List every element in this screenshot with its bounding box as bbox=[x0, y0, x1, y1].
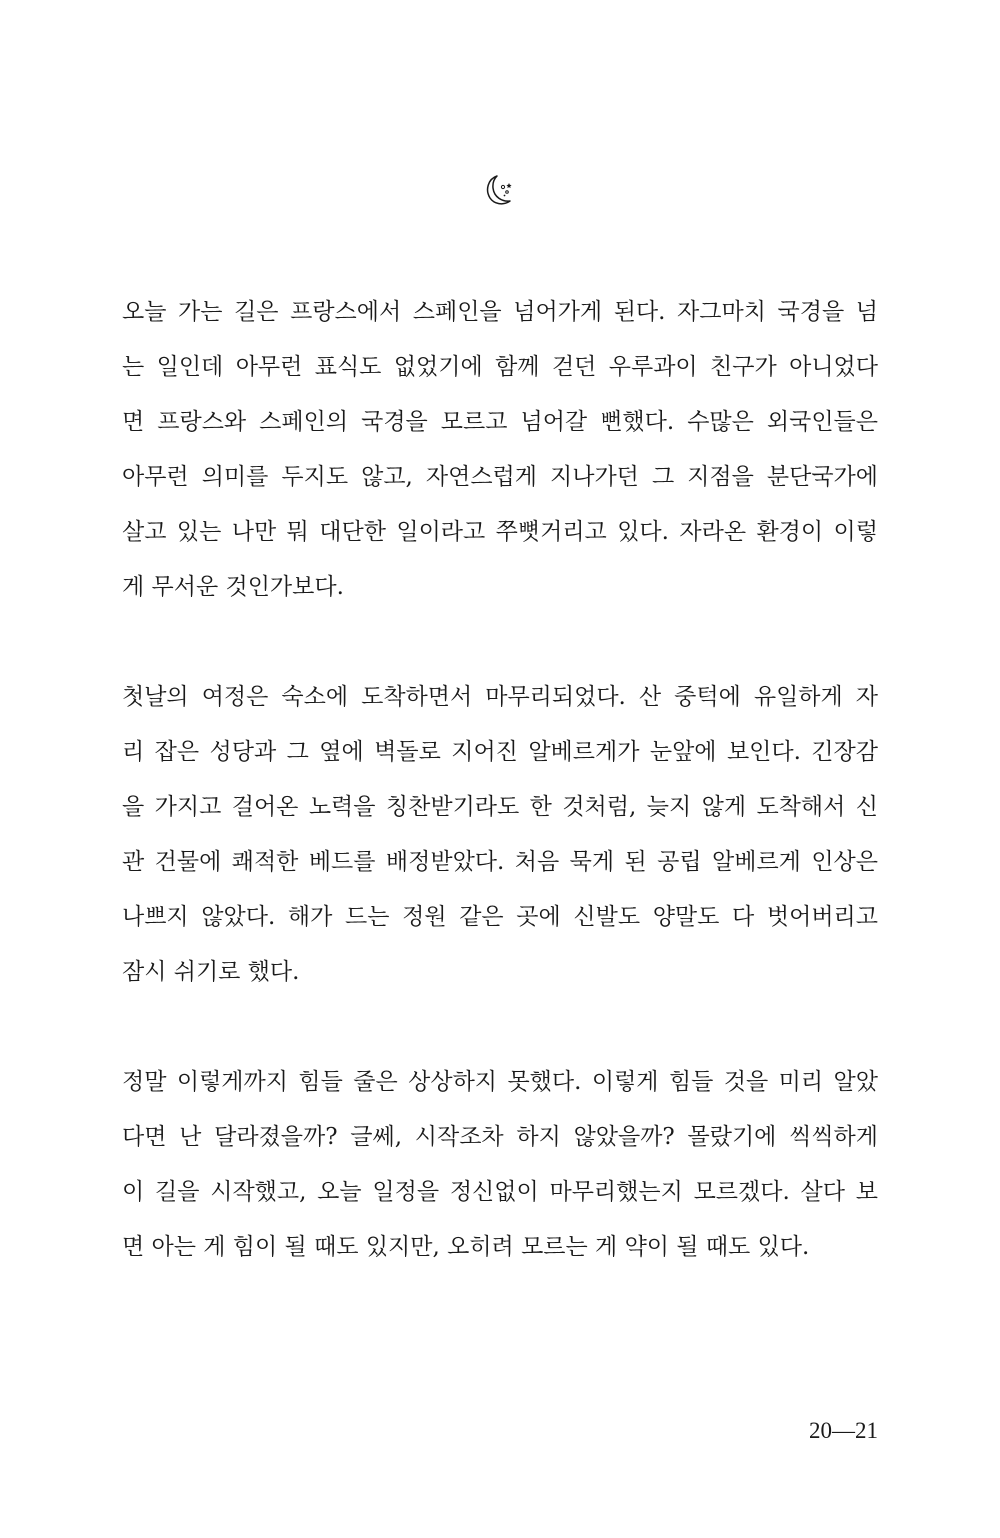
text-line: 면 아는 게 힘이 될 때도 있지만, 오히려 모르는 게 약이 될 때도 있다. bbox=[122, 1234, 810, 1260]
text-line: 리 잡은 성당과 그 옆에 벽돌로 지어진 알베르게가 눈앞에 보인다. 긴장감 bbox=[122, 739, 878, 765]
text-line: 나쁘지 않았다. 해가 드는 정원 같은 곳에 신발도 양말도 다 벗어버리고 bbox=[122, 904, 878, 930]
text-line: 첫날의 여정은 숙소에 도착하면서 마무리되었다. 산 중턱에 유일하게 자 bbox=[122, 684, 878, 710]
text-line: 잠시 쉬기로 했다. bbox=[122, 959, 300, 985]
paragraph-1 bbox=[122, 285, 878, 615]
text-line: 면 프랑스와 스페인의 국경을 모르고 넘어갈 뻔했다. 수많은 외국인들은 bbox=[122, 409, 878, 435]
text-line: 살고 있는 나만 뭐 대단한 일이라고 쭈뼛거리고 있다. 자라온 환경이 이렇 bbox=[122, 519, 878, 545]
text-line: 오늘 가는 길은 프랑스에서 스페인을 넘어가게 된다. 자그마치 국경을 넘 bbox=[122, 299, 878, 325]
text-line: 다면 난 달라졌을까? 글쎄, 시작조차 하지 않았을까? 몰랐기에 씩씩하게 bbox=[122, 1124, 878, 1150]
text-line: 을 가지고 걸어온 노력을 칭찬받기라도 한 것처럼, 늦지 않게 도착해서 신 bbox=[122, 794, 878, 820]
text-line: 관 건물에 쾌적한 베드를 배정받았다. 처음 묵게 된 공립 알베르게 인상은 bbox=[122, 849, 878, 875]
text-line: 게 무서운 것인가보다. bbox=[122, 574, 344, 600]
paragraph-3 bbox=[122, 1055, 878, 1275]
page-number: 20—21 bbox=[809, 1418, 878, 1443]
crescent-moon-icon bbox=[480, 170, 520, 210]
text-line: 는 일인데 아무런 표식도 없었기에 함께 걷던 우루과이 친구가 아니었다 bbox=[122, 354, 878, 380]
body-text bbox=[122, 285, 878, 1275]
paragraph-2 bbox=[122, 670, 878, 1000]
text-line: 이 길을 시작했고, 오늘 일정을 정신없이 마무리했는지 모르겠다. 살다 보 bbox=[122, 1179, 878, 1205]
text-line: 정말 이렇게까지 힘들 줄은 상상하지 못했다. 이렇게 힘들 것을 미리 알았 bbox=[122, 1069, 878, 1095]
text-line: 아무런 의미를 두지도 않고, 자연스럽게 지나가던 그 지점을 분단국가에 bbox=[122, 464, 878, 490]
